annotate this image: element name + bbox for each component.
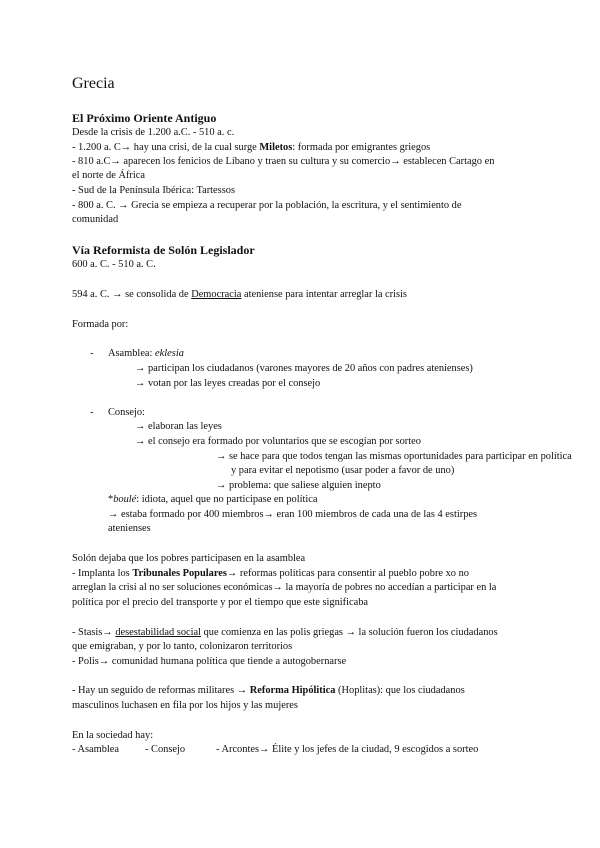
s1-line-2a: - 810 a.C→ aparecen los fenicios de Líbano y traen su cultura y su comercio→ establecen Cartago en bbox=[72, 156, 495, 167]
formada-por: Formada por: bbox=[72, 319, 129, 330]
sociedad-arcontes: - Arcontes→ Élite y los jefes de la ciudad, 9 escogidos a sorteo bbox=[216, 744, 479, 755]
s1-range: Desde la crisis de 1.200 a.C. - 510 a. c. bbox=[72, 127, 235, 138]
consejo-subpoint-1b: y para evitar el nepotismo (usar poder a favor de uno) bbox=[231, 465, 455, 476]
stasis-line-a: - Stasis→ desestabilidad social que comienza en las polis griegas → la solución fueron los ciudadanos bbox=[72, 627, 498, 638]
asamblea-label: Asamblea: eklesia bbox=[108, 348, 184, 359]
bullet-dash: - bbox=[90, 407, 94, 418]
consejo-point-3b: atenienses bbox=[108, 523, 151, 534]
document-title: Grecia bbox=[72, 75, 115, 92]
stasis-line-b: que emigraban, y por lo tanto, colonizaron territorios bbox=[72, 641, 293, 652]
asamblea-point-1: → participan los ciudadanos (varones mayores de 20 años con padres atenienses) bbox=[135, 363, 473, 374]
consejo-subpoint-2: → problema: que saliese alguien inepto bbox=[216, 480, 381, 491]
tribunales-line-c: política por el precio del transporte y por el tiempo que este significaba bbox=[72, 597, 369, 608]
tribunales-line-a: - Implanta los Tribunales Populares→ reformas políticas para consentir al pueblo pobre xo no bbox=[72, 568, 469, 579]
sociedad-consejo: - Consejo bbox=[145, 744, 186, 755]
s2-range: 600 a. C. - 510 a. C. bbox=[72, 259, 156, 270]
sociedad-label: En la sociedad hay: bbox=[72, 730, 154, 741]
s1-line-1: - 1.200 a. C→ hay una crisi, de la cual surge Miletos: formada por emigrantes griegos bbox=[72, 142, 431, 153]
consejo-point-2: → el consejo era formado por voluntarios que se escogían por sorteo bbox=[135, 436, 421, 447]
s1-line-3: - Sud de la Península Ibérica: Tartessos bbox=[72, 185, 235, 196]
consejo-label: Consejo: bbox=[108, 407, 145, 418]
reforma-line-b: masculinos luchasen en fila por los hijos y las mujeres bbox=[72, 700, 298, 711]
asamblea-point-2: → votan por las leyes creadas por el consejo bbox=[135, 378, 321, 389]
reforma-line-a: - Hay un seguido de reformas militares → Reforma Hipólitica (Hoplitas): que los ciudadanos bbox=[72, 685, 465, 696]
s1-line-4a: - 800 a. C. → Grecia se empieza a recuperar por la población, la escritura, y el sentimiento de bbox=[72, 200, 462, 211]
tribunales-line-b: arreglan la crisi al no ser soluciones económicas→ la mayoría de pobres no accedían a participar en la bbox=[72, 582, 497, 593]
bullet-dash: - bbox=[90, 348, 94, 359]
consejo-point-1: → elaboran las leyes bbox=[135, 421, 222, 432]
boule-definition: *boulé: idiota, aquel que no participase en política bbox=[108, 494, 318, 505]
polis-line: - Polis→ comunidad humana política que tiende a autogobernarse bbox=[72, 656, 347, 667]
consejo-point-3a: → estaba formado por 400 miembros→ eran 100 miembros de cada una de las 4 estirpes bbox=[108, 509, 478, 520]
sociedad-asamblea: - Asamblea bbox=[72, 744, 120, 755]
s1-line-4b: comunidad bbox=[72, 214, 119, 225]
solon-pobres: Solón dejaba que los pobres participasen en la asamblea bbox=[72, 553, 306, 564]
heading-proximo-oriente: El Próximo Oriente Antiguo bbox=[72, 111, 217, 125]
consejo-subpoint-1a: → se hace para que todos tengan las mismas oportunidades para participar en política bbox=[216, 451, 572, 462]
s1-line-2b: el norte de África bbox=[72, 170, 145, 181]
heading-solon: Vía Reformista de Solón Legislador bbox=[72, 243, 255, 257]
democracia-line: 594 a. C. → se consolida de Democracia ateniense para intentar arreglar la crisis bbox=[72, 289, 407, 300]
